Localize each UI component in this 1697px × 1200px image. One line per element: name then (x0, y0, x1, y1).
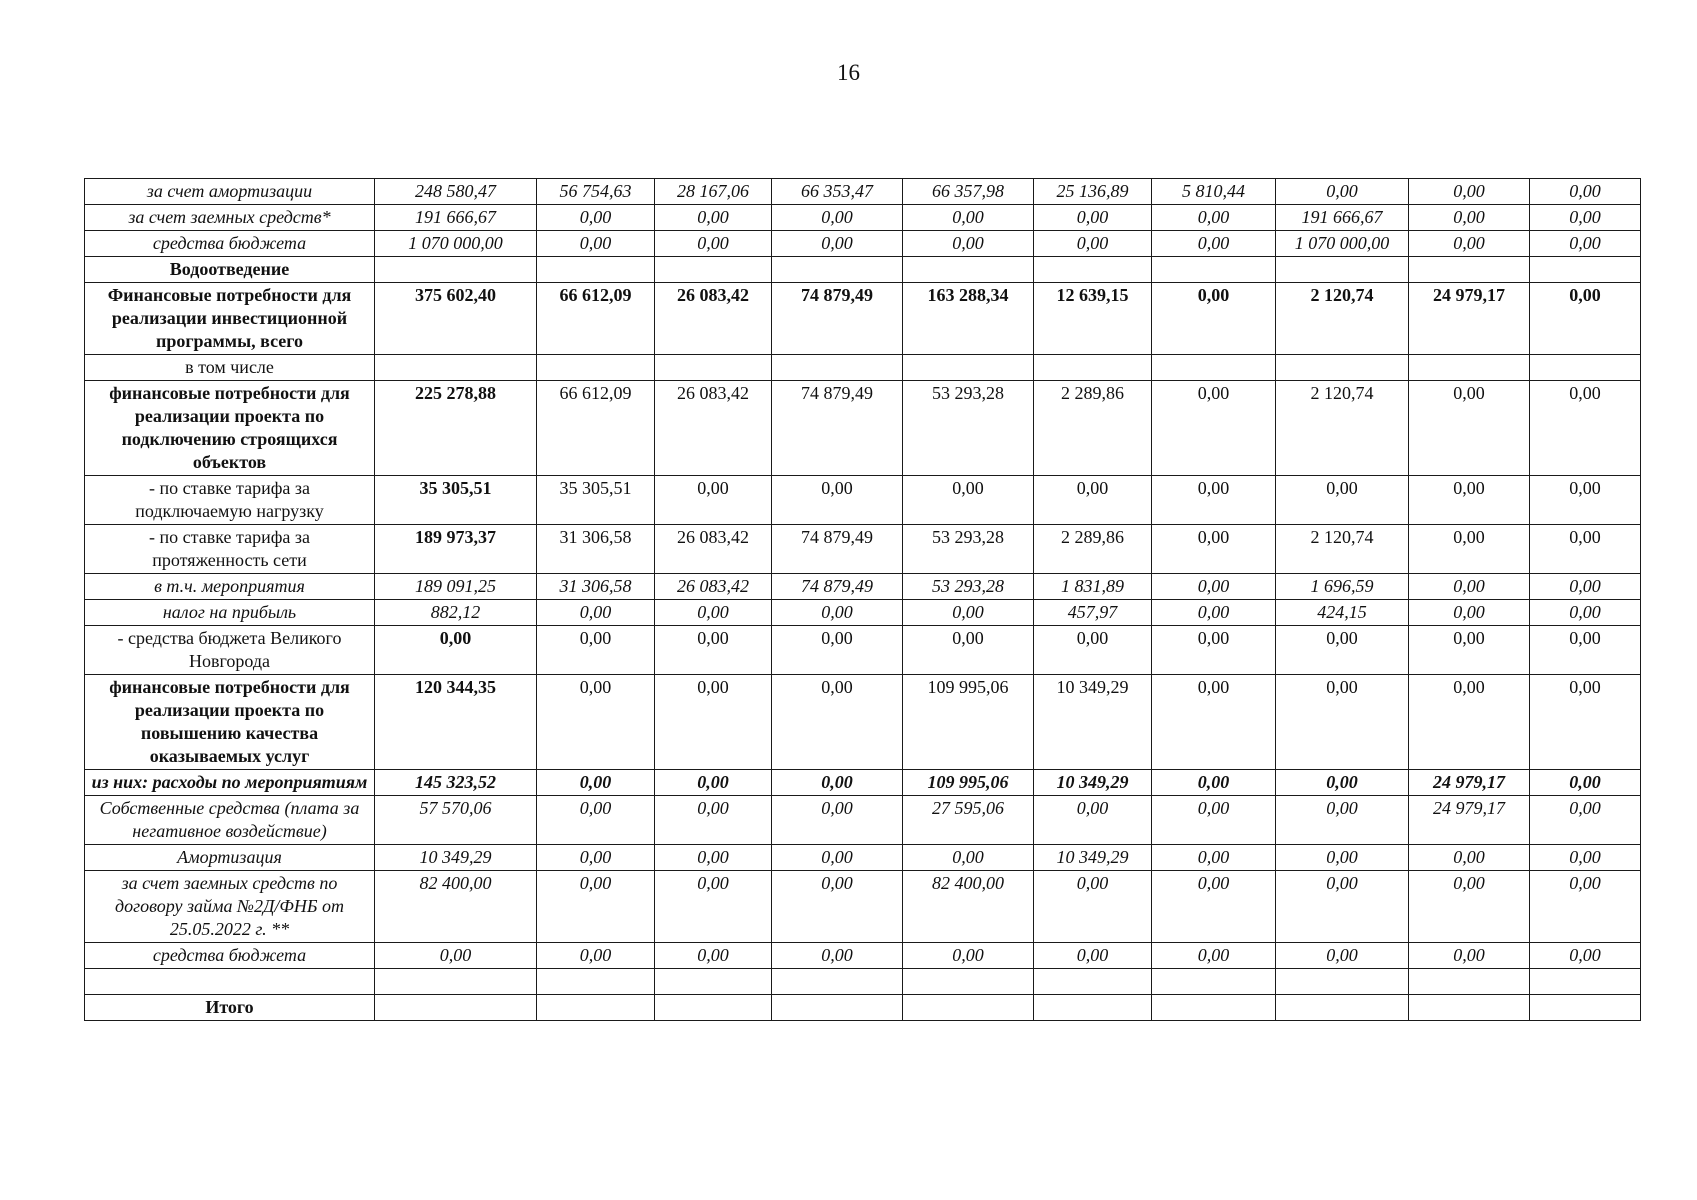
row-value-cell (655, 257, 772, 283)
table-row (85, 995, 1641, 1021)
row-value-cell: 0,00 (1152, 675, 1276, 770)
row-value-cell: 0,00 (1034, 231, 1152, 257)
row-value-cell: 35 305,51 (537, 476, 655, 525)
row-total-cell (375, 355, 537, 381)
row-value-cell (1409, 995, 1530, 1021)
row-value-cell: 0,00 (537, 626, 655, 675)
row-value-cell: 0,00 (655, 600, 772, 626)
row-total-cell (375, 257, 537, 283)
row-value-cell (1276, 995, 1409, 1021)
row-value-cell: 0,00 (1152, 283, 1276, 355)
row-value-cell: 0,00 (1152, 381, 1276, 476)
row-value-cell (903, 969, 1034, 995)
table-row (85, 969, 1641, 995)
row-value-cell: 0,00 (772, 626, 903, 675)
row-value-cell: 0,00 (1152, 205, 1276, 231)
row-label: в т.ч. мероприятия (85, 574, 375, 600)
row-value-cell: 0,00 (903, 626, 1034, 675)
row-value-cell: 26 083,42 (655, 525, 772, 574)
row-value-cell: 0,00 (1276, 179, 1409, 205)
row-value-cell: 0,00 (1276, 943, 1409, 969)
row-label: Финансовые потребности для реализации инвестиционной программы, всего (85, 283, 375, 355)
row-value-cell: 0,00 (537, 796, 655, 845)
row-value-cell: 24 979,17 (1409, 770, 1530, 796)
row-value-cell: 109 995,06 (903, 675, 1034, 770)
row-label: за счет амортизации (85, 179, 375, 205)
row-value-cell (1276, 355, 1409, 381)
row-value-cell: 0,00 (1409, 845, 1530, 871)
row-value-cell: 26 083,42 (655, 574, 772, 600)
row-value-cell: 1 070 000,00 (1276, 231, 1409, 257)
row-value-cell: 0,00 (1409, 205, 1530, 231)
row-value-cell (1530, 355, 1641, 381)
row-total-cell: 189 973,37 (375, 525, 537, 574)
row-value-cell: 0,00 (537, 871, 655, 943)
row-value-cell: 109 995,06 (903, 770, 1034, 796)
row-value-cell (1276, 257, 1409, 283)
table-row (85, 205, 1641, 231)
row-value-cell: 0,00 (1034, 476, 1152, 525)
row-value-cell: 0,00 (1530, 381, 1641, 476)
row-label: налог на прибыль (85, 600, 375, 626)
row-value-cell: 2 289,86 (1034, 381, 1152, 476)
row-total-cell: 225 278,88 (375, 381, 537, 476)
row-value-cell: 0,00 (1409, 476, 1530, 525)
row-label: за счет заемных средств по договору займа №2Д/ФНБ от 25.05.2022 г. ** (85, 871, 375, 943)
row-value-cell (1034, 995, 1152, 1021)
row-value-cell (1276, 969, 1409, 995)
row-value-cell (772, 969, 903, 995)
row-value-cell: 2 120,74 (1276, 525, 1409, 574)
row-value-cell: 0,00 (1530, 525, 1641, 574)
row-value-cell: 0,00 (655, 675, 772, 770)
row-value-cell (903, 355, 1034, 381)
row-value-cell: 0,00 (1152, 626, 1276, 675)
row-value-cell: 0,00 (772, 871, 903, 943)
row-value-cell: 0,00 (772, 600, 903, 626)
row-value-cell: 0,00 (655, 231, 772, 257)
row-value-cell: 28 167,06 (655, 179, 772, 205)
row-total-cell (375, 969, 537, 995)
row-value-cell: 24 979,17 (1409, 283, 1530, 355)
row-value-cell: 25 136,89 (1034, 179, 1152, 205)
row-value-cell: 0,00 (1530, 675, 1641, 770)
row-value-cell: 0,00 (1152, 600, 1276, 626)
row-value-cell: 0,00 (903, 845, 1034, 871)
page-number: 16 (837, 60, 860, 85)
row-total-cell (375, 995, 537, 1021)
row-value-cell: 0,00 (772, 675, 903, 770)
row-value-cell (655, 995, 772, 1021)
row-value-cell: 0,00 (1152, 770, 1276, 796)
row-total-cell: 1 070 000,00 (375, 231, 537, 257)
table-row (85, 626, 1641, 675)
row-value-cell: 26 083,42 (655, 283, 772, 355)
row-value-cell: 10 349,29 (1034, 770, 1152, 796)
row-value-cell (772, 995, 903, 1021)
row-value-cell: 0,00 (1530, 626, 1641, 675)
row-label: - средства бюджета Великого Новгорода (85, 626, 375, 675)
row-value-cell: 0,00 (1409, 943, 1530, 969)
row-total-cell: 57 570,06 (375, 796, 537, 845)
row-value-cell: 457,97 (1034, 600, 1152, 626)
row-total-cell: 10 349,29 (375, 845, 537, 871)
row-value-cell (1409, 257, 1530, 283)
row-label: Водоотведение (85, 257, 375, 283)
row-value-cell: 0,00 (655, 205, 772, 231)
row-value-cell: 0,00 (1152, 796, 1276, 845)
row-value-cell (1152, 969, 1276, 995)
row-value-cell: 0,00 (1530, 205, 1641, 231)
row-value-cell (1152, 355, 1276, 381)
row-value-cell (772, 257, 903, 283)
row-value-cell (903, 257, 1034, 283)
row-value-cell: 0,00 (1152, 845, 1276, 871)
table-row (85, 574, 1641, 600)
row-label: Итого (85, 995, 375, 1021)
table-row (85, 283, 1641, 355)
row-value-cell: 0,00 (1530, 231, 1641, 257)
table-row (85, 476, 1641, 525)
row-value-cell: 0,00 (655, 476, 772, 525)
row-value-cell: 0,00 (1276, 796, 1409, 845)
row-value-cell: 10 349,29 (1034, 675, 1152, 770)
row-value-cell: 0,00 (1276, 675, 1409, 770)
row-value-cell (1530, 257, 1641, 283)
row-value-cell: 0,00 (1034, 943, 1152, 969)
row-value-cell: 0,00 (1409, 179, 1530, 205)
row-value-cell (1152, 995, 1276, 1021)
row-total-cell: 375 602,40 (375, 283, 537, 355)
row-value-cell: 2 120,74 (1276, 381, 1409, 476)
row-value-cell (655, 969, 772, 995)
row-value-cell (1530, 995, 1641, 1021)
row-value-cell: 0,00 (772, 770, 903, 796)
row-value-cell: 0,00 (1409, 525, 1530, 574)
row-value-cell: 0,00 (1530, 770, 1641, 796)
row-value-cell (537, 257, 655, 283)
row-value-cell: 0,00 (903, 600, 1034, 626)
row-value-cell: 0,00 (655, 626, 772, 675)
row-label: за счет заемных средств* (85, 205, 375, 231)
table-row (85, 231, 1641, 257)
row-value-cell: 0,00 (903, 943, 1034, 969)
row-value-cell: 0,00 (655, 845, 772, 871)
row-value-cell: 66 357,98 (903, 179, 1034, 205)
row-value-cell: 0,00 (772, 845, 903, 871)
row-value-cell: 0,00 (772, 796, 903, 845)
row-value-cell: 0,00 (655, 770, 772, 796)
row-value-cell: 0,00 (1409, 381, 1530, 476)
row-total-cell: 248 580,47 (375, 179, 537, 205)
table-row (85, 179, 1641, 205)
row-value-cell: 0,00 (1276, 476, 1409, 525)
row-value-cell: 0,00 (772, 231, 903, 257)
row-value-cell: 0,00 (1152, 231, 1276, 257)
row-value-cell: 1 696,59 (1276, 574, 1409, 600)
row-label: средства бюджета (85, 943, 375, 969)
row-value-cell: 0,00 (1530, 283, 1641, 355)
row-value-cell: 0,00 (772, 476, 903, 525)
table-row (85, 381, 1641, 476)
table-row (85, 525, 1641, 574)
row-value-cell: 56 754,63 (537, 179, 655, 205)
row-value-cell: 24 979,17 (1409, 796, 1530, 845)
financial-needs-table (84, 178, 1641, 1021)
row-value-cell (537, 969, 655, 995)
row-value-cell (537, 995, 655, 1021)
row-value-cell (1409, 969, 1530, 995)
row-value-cell: 0,00 (903, 231, 1034, 257)
row-value-cell: 0,00 (1530, 943, 1641, 969)
row-value-cell: 0,00 (772, 205, 903, 231)
row-value-cell: 12 639,15 (1034, 283, 1152, 355)
row-value-cell: 0,00 (537, 675, 655, 770)
row-total-cell: 82 400,00 (375, 871, 537, 943)
row-value-cell (1034, 969, 1152, 995)
row-value-cell (1530, 969, 1641, 995)
row-value-cell (903, 995, 1034, 1021)
row-value-cell: 10 349,29 (1034, 845, 1152, 871)
table-body (85, 179, 1641, 1021)
row-label: из них: расходы по мероприятиям (85, 770, 375, 796)
row-total-cell: 189 091,25 (375, 574, 537, 600)
row-label: финансовые потребности для реализации проекта по повышению качества оказываемых услуг (85, 675, 375, 770)
row-value-cell: 27 595,06 (903, 796, 1034, 845)
row-total-cell: 0,00 (375, 943, 537, 969)
row-value-cell (537, 355, 655, 381)
row-value-cell: 82 400,00 (903, 871, 1034, 943)
row-value-cell: 0,00 (1409, 600, 1530, 626)
row-value-cell (772, 355, 903, 381)
row-value-cell: 0,00 (537, 231, 655, 257)
row-value-cell: 0,00 (1152, 476, 1276, 525)
table-row (85, 355, 1641, 381)
row-value-cell: 0,00 (1276, 626, 1409, 675)
row-value-cell: 0,00 (1530, 179, 1641, 205)
row-value-cell: 0,00 (655, 796, 772, 845)
row-value-cell (1034, 257, 1152, 283)
row-value-cell: 66 353,47 (772, 179, 903, 205)
table-row (85, 675, 1641, 770)
row-value-cell: 1 831,89 (1034, 574, 1152, 600)
row-value-cell: 0,00 (1276, 871, 1409, 943)
row-value-cell: 0,00 (1152, 943, 1276, 969)
row-value-cell: 0,00 (537, 600, 655, 626)
table-row (85, 796, 1641, 845)
row-value-cell: 0,00 (1276, 845, 1409, 871)
row-value-cell: 31 306,58 (537, 574, 655, 600)
row-value-cell: 0,00 (537, 770, 655, 796)
row-value-cell: 0,00 (1034, 626, 1152, 675)
row-value-cell: 424,15 (1276, 600, 1409, 626)
row-total-cell: 0,00 (375, 626, 537, 675)
row-total-cell: 145 323,52 (375, 770, 537, 796)
row-value-cell: 0,00 (903, 476, 1034, 525)
row-value-cell: 0,00 (1152, 871, 1276, 943)
row-value-cell (1152, 257, 1276, 283)
row-value-cell (655, 355, 772, 381)
row-value-cell: 0,00 (1530, 574, 1641, 600)
row-value-cell: 53 293,28 (903, 574, 1034, 600)
row-value-cell: 66 612,09 (537, 283, 655, 355)
row-value-cell: 0,00 (1152, 574, 1276, 600)
row-value-cell: 74 879,49 (772, 381, 903, 476)
row-value-cell (1409, 355, 1530, 381)
row-value-cell: 0,00 (1276, 770, 1409, 796)
table-row (85, 845, 1641, 871)
row-value-cell: 31 306,58 (537, 525, 655, 574)
table-row (85, 600, 1641, 626)
row-value-cell: 0,00 (1409, 871, 1530, 943)
row-value-cell: 0,00 (537, 205, 655, 231)
row-value-cell: 0,00 (772, 943, 903, 969)
table-row (85, 871, 1641, 943)
row-label: финансовые потребности для реализации проекта по подключению строящихся объектов (85, 381, 375, 476)
row-value-cell: 0,00 (1530, 871, 1641, 943)
row-value-cell: 74 879,49 (772, 574, 903, 600)
row-value-cell: 0,00 (655, 871, 772, 943)
row-value-cell: 0,00 (1152, 525, 1276, 574)
row-value-cell: 0,00 (1034, 796, 1152, 845)
row-value-cell: 5 810,44 (1152, 179, 1276, 205)
row-value-cell: 26 083,42 (655, 381, 772, 476)
row-label: - по ставке тарифа за протяженность сети (85, 525, 375, 574)
row-value-cell: 0,00 (1034, 871, 1152, 943)
row-value-cell: 2 120,74 (1276, 283, 1409, 355)
row-value-cell: 0,00 (1409, 675, 1530, 770)
row-total-cell: 882,12 (375, 600, 537, 626)
table-row (85, 770, 1641, 796)
row-value-cell: 0,00 (537, 845, 655, 871)
row-value-cell: 0,00 (1409, 626, 1530, 675)
row-value-cell: 0,00 (1409, 574, 1530, 600)
row-value-cell: 0,00 (903, 205, 1034, 231)
row-value-cell: 0,00 (655, 943, 772, 969)
row-value-cell: 66 612,09 (537, 381, 655, 476)
row-label: - по ставке тарифа за подключаемую нагрузку (85, 476, 375, 525)
row-value-cell: 53 293,28 (903, 381, 1034, 476)
row-total-cell: 120 344,35 (375, 675, 537, 770)
table-row (85, 257, 1641, 283)
row-value-cell: 0,00 (1530, 845, 1641, 871)
row-value-cell: 0,00 (1034, 205, 1152, 231)
row-total-cell: 191 666,67 (375, 205, 537, 231)
row-label: средства бюджета (85, 231, 375, 257)
row-value-cell: 0,00 (1530, 600, 1641, 626)
row-value-cell (1034, 355, 1152, 381)
row-value-cell: 0,00 (1530, 476, 1641, 525)
row-value-cell: 2 289,86 (1034, 525, 1152, 574)
row-label: Собственные средства (плата за негативное воздействие) (85, 796, 375, 845)
row-label: Амортизация (85, 845, 375, 871)
row-label (85, 969, 375, 995)
row-value-cell: 0,00 (1530, 796, 1641, 845)
row-label: в том числе (85, 355, 375, 381)
row-value-cell: 191 666,67 (1276, 205, 1409, 231)
row-value-cell: 53 293,28 (903, 525, 1034, 574)
row-value-cell: 74 879,49 (772, 525, 903, 574)
row-total-cell: 35 305,51 (375, 476, 537, 525)
table-row (85, 943, 1641, 969)
row-value-cell: 0,00 (1409, 231, 1530, 257)
row-value-cell: 163 288,34 (903, 283, 1034, 355)
row-value-cell: 74 879,49 (772, 283, 903, 355)
row-value-cell: 0,00 (537, 943, 655, 969)
